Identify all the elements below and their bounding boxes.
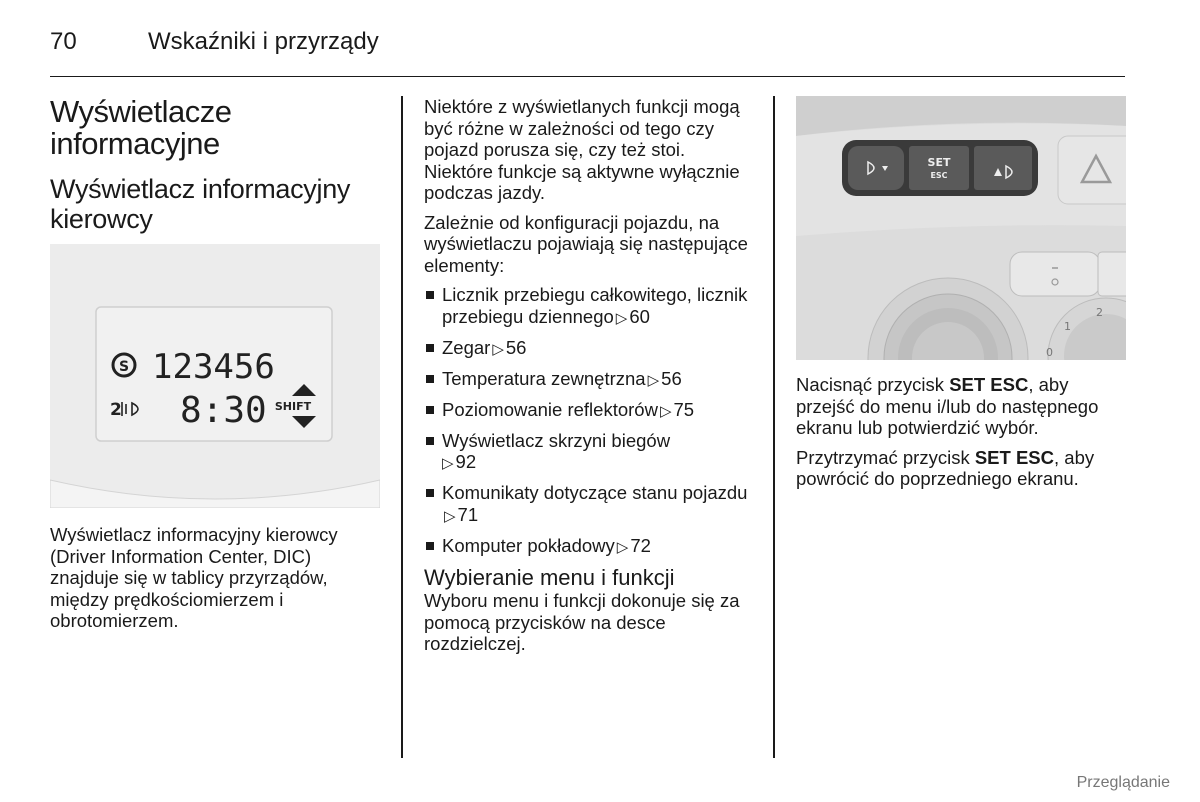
list-item: Komputer pokładowy ▷ 72 (424, 535, 759, 559)
functions-note: Niektóre z wyświetlanych funkcji mogą być różne w zależności od tego czy pojazd porusza się, czy też stoi. Niektóre funkcje są aktywne wyłącznie podczas jazdy. (424, 96, 740, 203)
page-ref-icon: ▷ (444, 507, 456, 525)
svg-text:2: 2 (1096, 306, 1103, 319)
menu-selection-text: Wyboru menu i funkcji dokonuje się za pomocą przycisków na desce rozdzielczej. (424, 590, 740, 654)
clock-readout: 8:30 (180, 390, 267, 431)
column-2 (424, 96, 759, 663)
button-cluster (842, 140, 1038, 196)
bullet-square-icon (426, 291, 434, 299)
page-ref-icon: ▷ (659, 402, 672, 420)
set-esc-hold-text: Przytrzymać przycisk SET ESC, aby powrócić do poprzedniego ekranu. (796, 446, 1095, 489)
bullet-square-icon (426, 375, 434, 383)
page-ref-icon: ▷ (492, 340, 504, 358)
bullet-square-icon (426, 542, 434, 550)
display-elements-list (424, 284, 759, 558)
svg-text:ESC: ESC (930, 171, 948, 180)
subsection-title: Wyświetlacz informacyjny kierowcy (50, 174, 351, 234)
dic-display-figure (50, 244, 380, 508)
list-item: Poziomowanie reflektorów ▷ 75 (424, 399, 759, 423)
column-1 (50, 96, 380, 640)
svg-text:0: 0 (1046, 346, 1053, 359)
page-ref-icon: ▷ (616, 538, 629, 556)
hazard-button (1058, 136, 1126, 204)
column-divider-2 (773, 96, 775, 758)
dashboard-buttons-illustration (796, 96, 1126, 360)
chapter-title: Wskaźniki i przyrządy (148, 28, 379, 55)
bullet-square-icon (426, 344, 434, 352)
bullet-square-icon (426, 489, 434, 497)
svg-text:2: 2 (110, 400, 122, 420)
page-header (50, 24, 1125, 77)
dic-description: Wyświetlacz informacyjny kierowcy (Driver Information Center, DIC) znajduje się w tablicy przyrządów, między prędkościomierzem i obrotomierzem. (50, 524, 338, 631)
page-ref-icon: ▷ (647, 371, 660, 389)
dic-display-illustration (50, 244, 380, 508)
svg-text:S: S (118, 359, 130, 375)
footer-label: Przeglądanie (1076, 774, 1170, 791)
elements-intro: Zależnie od konfiguracji pojazdu, na wyświetlaczu pojawiają się następujące elementy: (424, 211, 748, 276)
bullet-square-icon (426, 437, 434, 445)
bullet-square-icon (426, 406, 434, 414)
list-item: Wyświetlacz skrzyni biegów ▷ 92 (424, 430, 759, 475)
section-title: Wyświetlacze informacyjne (50, 94, 232, 161)
list-item: Temperatura zewnętrzna ▷ 56 (424, 368, 759, 392)
dashboard-buttons-photo (796, 96, 1126, 360)
set-esc-button[interactable] (928, 156, 951, 180)
list-item: Zegar ▷ 56 (424, 337, 759, 361)
list-item: Komunikaty dotyczące stanu pojazdu▷ 71 (424, 482, 759, 527)
list-item: Licznik przebiegu całkowitego, licznik przebiegu dziennego ▷ 60 (424, 284, 759, 329)
page-ref-icon: ▷ (442, 455, 454, 472)
menu-selection-heading: Wybieranie menu i funkcji (424, 565, 675, 590)
column-divider-1 (401, 96, 403, 758)
page-ref-icon: ▷ (615, 309, 628, 327)
shift-label: SHIFT (274, 400, 312, 413)
set-esc-press-text: Nacisnąć przycisk SET ESC, aby przejść do menu i/lub do następnego ekranu lub potwierdzić wybór. (796, 374, 1099, 438)
svg-text:1: 1 (1064, 320, 1071, 333)
column-3 (796, 96, 1126, 498)
svg-text:SET: SET (927, 156, 951, 169)
page-number: 70 (50, 28, 77, 55)
odometer-readout: 123456 (152, 347, 275, 387)
